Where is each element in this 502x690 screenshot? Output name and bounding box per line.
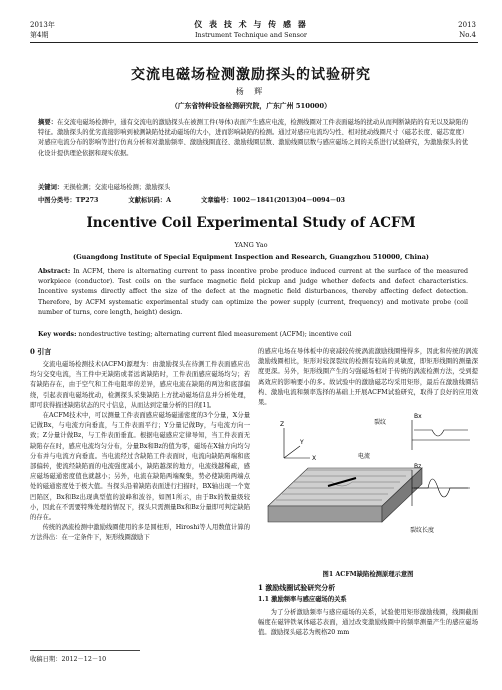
right-paragraph-2: 为了分析激励频率与感应磁场的关系，试验使用矩形激励线圈，线圈截面幅度在磁锌铁氧体磁芯表面，通过改变激励线圈中的频率测量产生的感应磁场值。激励探头磁芯为规格20 mm bbox=[258, 609, 478, 637]
left-column-body bbox=[30, 360, 250, 544]
abstract-en-label: Abstract: bbox=[38, 268, 71, 275]
keywords-cn-label: 关键词： bbox=[38, 184, 64, 191]
crack-length-label: 裂纹长度 bbox=[410, 527, 435, 534]
current-label: 电流 bbox=[358, 453, 371, 460]
section-1-1-heading: 1.1 激励频率与感应磁场的关系 bbox=[258, 596, 347, 603]
clc-number: 中图分类号：TP273 bbox=[38, 197, 99, 204]
header-issue-left: 第4期 bbox=[30, 31, 49, 39]
paper-title-cn: 交流电磁场检测激励探头的试验研究 bbox=[131, 67, 371, 83]
axis-lines bbox=[284, 428, 310, 458]
document-code: 文献标识码：A bbox=[128, 197, 172, 204]
axis-y-label: Y bbox=[300, 439, 304, 446]
figure-1-diagram bbox=[262, 410, 474, 558]
abstract-en-text: In ACFM, there is alternating current to pass incentive probe produce induced current at the surface of the measured workpiece (conductor). Test coils on the surface magnetic field pickup and judge whether defects and defect characteristics. Incentive systems directly affect the size of the defect at the magnetic field disturbances, thereby affecting defect detection. Therefore, by ACFM systematic experimental study can optimize the power supply (current, frequency) and motivate probe (coil number of turns, core length, height) design. bbox=[38, 268, 468, 316]
header-year-left: 2013年 bbox=[30, 21, 55, 29]
conductor-plate-front bbox=[268, 506, 382, 522]
section-1-heading: 1 激励线圈试验研究分析 bbox=[258, 583, 336, 592]
journal-name-cn: 仪 表 技 术 与 传 感 器 bbox=[194, 19, 308, 29]
keywords-cn bbox=[38, 183, 468, 193]
intro-paragraph-1: 交流电磁场检测技术(ACFM)源理为：由激励探头在待测工件表面感应出均匀交变电流，当工件中无缺陷或者远离缺陷时，工件表面感应磁场均匀；若有缺陷存在，由于空气和工件电阻率的差异，感应电流在缺陷的两边和底部偏绕，引起表面电磁场扰动，检测探头采集缺陷上方扰动磁场信息并分析处理，即可获得描述缺陷状态的尺寸信息，从而达到定量分析的目的[1]。 bbox=[30, 361, 250, 409]
figure-1-caption: 图1 ACFM缺陷检测原理示意图 bbox=[322, 571, 414, 578]
bz-label: Bz bbox=[414, 463, 422, 470]
intro-paragraph-3: 传统的涡流检测中激励线圈使用的多是圆柱形，Hiroshi等人用数值计算的方法得出：在一定条件下，矩形线圈激励下 bbox=[30, 524, 250, 542]
classification-line bbox=[38, 196, 468, 206]
section-0-heading: 0 引言 bbox=[30, 347, 52, 356]
crack-label: 裂纹 bbox=[374, 419, 387, 426]
keywords-en bbox=[38, 330, 468, 340]
header-issue-right: No.4 bbox=[459, 31, 476, 39]
footnote-rule bbox=[30, 650, 140, 651]
abstract-cn-label: 摘要： bbox=[38, 119, 58, 126]
article-number: 文章编号：1002－1841(2013)04－0094－03 bbox=[201, 197, 345, 204]
affiliation-en: (Guangdong Institute of Special Equipment Inspection and Research, Guangzhou 510000, China) bbox=[73, 253, 429, 261]
received-date: 收稿日期：2012－12－10 bbox=[30, 656, 107, 663]
affiliation-cn: （广东省特种设备检测研究院，广东广州 510000） bbox=[171, 102, 331, 110]
header-rule bbox=[30, 42, 478, 43]
paper-title-en: Incentive Coil Experimental Study of ACFM bbox=[86, 215, 416, 231]
abstract-en bbox=[38, 267, 468, 318]
abstract-cn bbox=[38, 118, 468, 159]
keywords-en-label: Key words: bbox=[38, 331, 77, 338]
right-column-top bbox=[258, 347, 478, 408]
author-en: YANG Yao bbox=[234, 241, 268, 249]
right-paragraph-1: 的感应电场在导体板中的衰减较传统涡流激励线圈慢得多，因此和传统的涡流激励线圈相比，矩形对较深裂纹的检测有较高的灵敏度，即矩形线圈的测量深度更深。另外，矩形线圈产生的匀强磁场相对于传统的涡流检测方法，受到提离效应的影响要小的多。故试验中的激励磁芯均采用矩形，最后在激励线圈结构、激励电流和频率选择的基础上开展ACFM试验研究，取得了良好的应用效果。 bbox=[258, 348, 478, 407]
keywords-cn-text: 无损检测；交流电磁场检测；激励探头 bbox=[63, 184, 171, 191]
axis-x-label: X bbox=[312, 455, 317, 462]
axis-z-label: Z bbox=[280, 421, 285, 428]
intro-paragraph-2: 在ACFM技术中，可以测量工件表面感应磁场磁通密度的3个分量，X分量记做Bx，与电流方向垂直，与工件表面平行；Y分量记做By，与电流方向一致；Z分量计做Bz，与工件表面垂直。根据电磁感应定律导知，当工件表面无缺陷存在时，感应电流均匀分布，分量Bx和Bz的值为零，磁场在X轴方向均匀分布并与电流方向垂直。当电流经过含缺陷工件表面时，电流向缺陷两端和底部偏转，使流经缺陷面的电流强度减小，缺陷越深的地方，电流线越稀疏，感应磁场磁通密度值也就越小；另外，电流在缺陷两端聚集，势必使缺陷两端点处的磁通密度处于极大值。当探头沿着缺陷表面进行扫描时，BX轴出现一个宽凹陷区，Bx和Bz出现典型值的波峰和波谷，如图1所示，由于Bx的数量级较小，因此在不需要特殊处理的情况下，探头只需测量Bx和Bz分量即可判定缺陷的存在。 bbox=[30, 412, 250, 522]
journal-name-en: Instrument Technique and Sensor bbox=[194, 31, 308, 39]
keywords-en-text: nondestructive testing; alternating current filed measurement (ACFM); incentive coil bbox=[78, 331, 352, 338]
header-year-right: 2013 bbox=[458, 21, 476, 29]
abstract-cn-text: 在交流电磁场检测中，通有交流电的激励探头在被测工件(导体)表面产生感应电流，检测线圈对工件表面磁场的扰动从而判断缺陷的有无以及缺陷的特征。激励探头的优劣直接影响到被测缺陷处扰动磁场的大小，进而影响缺陷的检测。通过对感应电流均匀性、相对扰动线圈尺寸（磁芯长度、磁芯宽度）对感应电流分布的影响等进行仿真分析和对激励频率、激励线圈直径、激励线圈层数、激励线圈层数与感应磁场之间的关系进行试验研究，为激励探头的优化设计提供理论依据和现实依据。 bbox=[38, 119, 468, 157]
author-cn: 杨 辉 bbox=[235, 87, 267, 96]
bx-label: Bx bbox=[414, 413, 422, 420]
right-column-bottom bbox=[258, 608, 478, 639]
